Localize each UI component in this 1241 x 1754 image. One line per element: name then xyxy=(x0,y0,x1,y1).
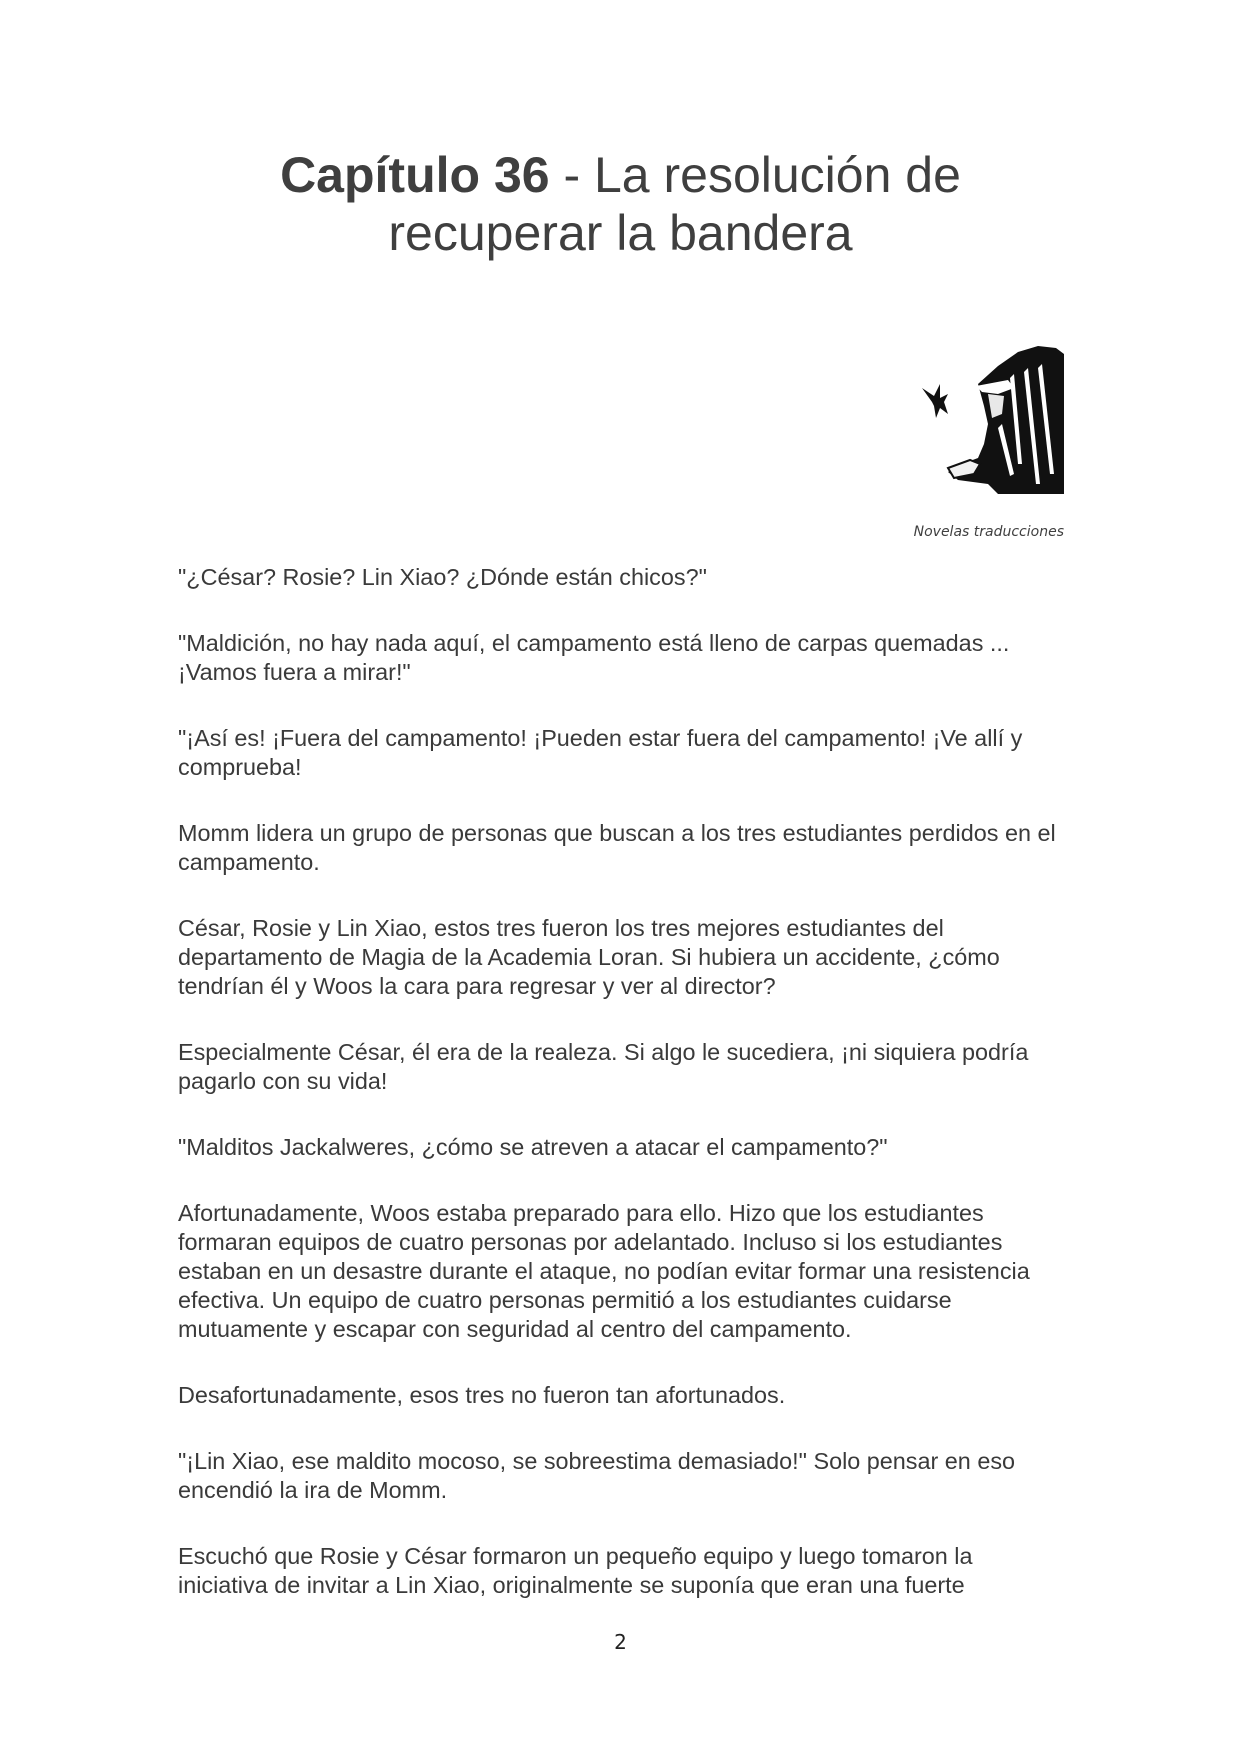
paragraph: Afortunadamente, Woos estaba preparado para ello. Hizo que los estudiantes formaran equipos de cuatro personas por adelantado. Incluso si los estudiantes estaban en un desastre durante el ataque, no podían evitar formar una resistencia efectiva. Un equipo de cuatro personas permitió a los estudiantes cuidarse mutuamente y escapar con seguridad al centro del campamento. xyxy=(178,1200,1030,1342)
chapter-title xyxy=(0,146,1241,262)
paragraph: Desafortunadamente, esos tres no fueron tan afortunados. xyxy=(178,1382,786,1408)
paragraph: Momm lidera un grupo de personas que buscan a los tres estudiantes perdidos en el campamento. xyxy=(178,820,1056,875)
chapter-body xyxy=(178,563,1068,1637)
paragraph: Escuchó que Rosie y César formaron un pequeño equipo y luego tomaron la iniciativa de invitar a Lin Xiao, originalmente se suponía que eran una fuerte xyxy=(178,1543,973,1598)
paragraph: Especialmente César, él era de la realeza. Si algo le sucediera, ¡ni siquiera podría pagarlo con su vida! xyxy=(178,1039,1029,1094)
chapter-number: Capítulo 36 xyxy=(280,147,550,203)
translator-credit: Novelas traducciones xyxy=(913,524,1064,540)
paragraph: "¡Lin Xiao, ese maldito mocoso, se sobreestima demasiado!" Solo pensar en eso encendió la ira de Momm. xyxy=(178,1448,1016,1503)
paragraph: "Malditos Jackalweres, ¿cómo se atreven a atacar el campamento?" xyxy=(178,1134,888,1160)
hooded-figure-with-bird-icon xyxy=(918,344,1064,494)
page-number: 2 xyxy=(614,1630,627,1654)
paragraph: César, Rosie y Lin Xiao, estos tres fueron los tres mejores estudiantes del departamento de Magia de la Academia Loran. Si hubiera un accidente, ¿cómo tendrían él y Woos la cara para regresar y ver al director? xyxy=(178,915,1000,999)
chapter-title-line2: recuperar la bandera xyxy=(388,205,853,261)
paragraph: "¡Así es! ¡Fuera del campamento! ¡Pueden estar fuera del campamento! ¡Ve allí y comprueba! xyxy=(178,725,1023,780)
paragraph: "Maldición, no hay nada aquí, el campamento está lleno de carpas quemadas ... ¡Vamos fuera a mirar!" xyxy=(178,630,1010,685)
paragraph: "¿César? Rosie? Lin Xiao? ¿Dónde están chicos?" xyxy=(178,564,707,590)
chapter-title-line1: - La resolución de xyxy=(549,147,961,203)
